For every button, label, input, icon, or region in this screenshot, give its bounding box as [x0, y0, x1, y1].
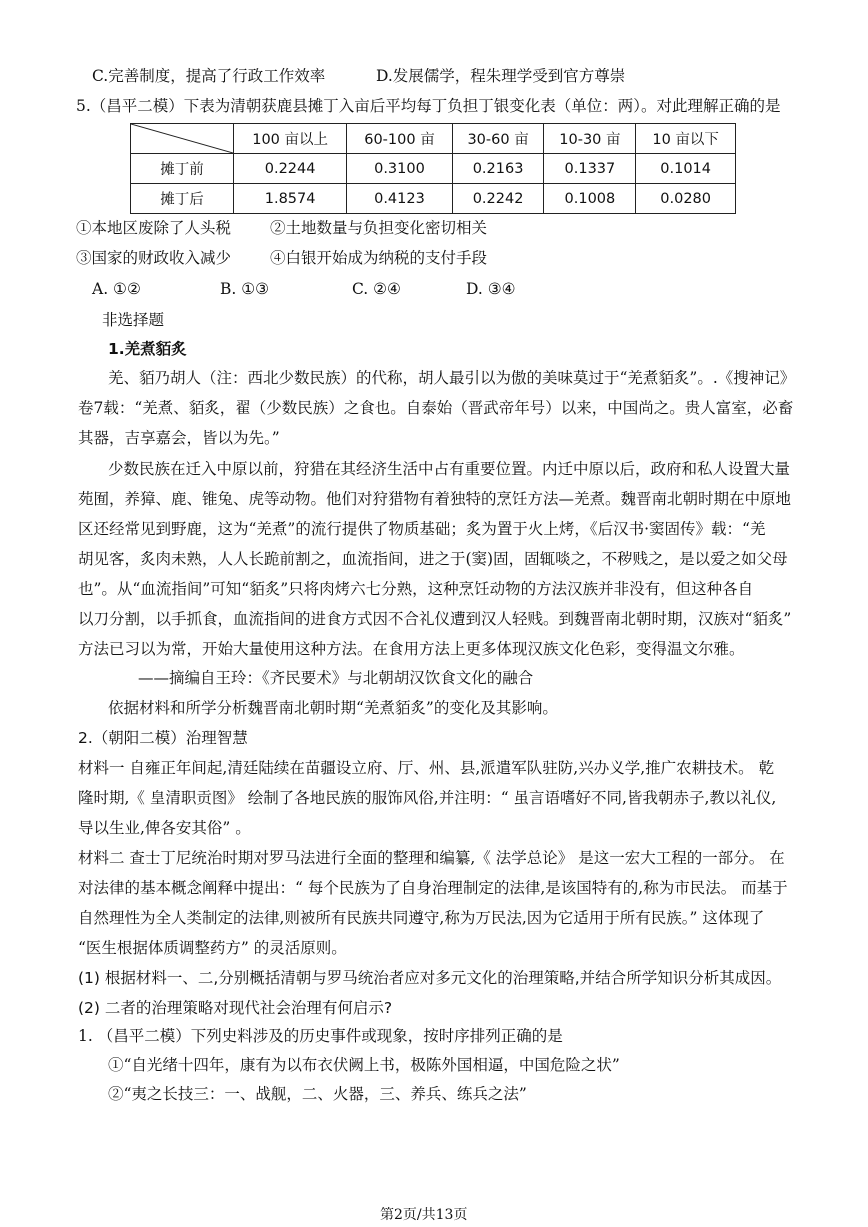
table-header: 10 亩以下: [636, 124, 736, 154]
page-number: 第2页/共13页: [380, 1207, 468, 1223]
table-header: 60-100 亩: [347, 124, 452, 154]
essay2-line: 材料一 自雍正年间起,清廷陆续在苗疆设立府、厅、州、县,派遣军队驻防,兴办义学,推广农耕技术。 乾: [78, 759, 775, 777]
table-row: [131, 184, 736, 214]
essay1-line: 区还经常见到野鹿，这为“羌煮”的流行提供了物质基础；炙为置于火上烤，《后汉书·窦固传》载：“羌: [78, 520, 766, 538]
essay1-line: 少数民族在迁入中原以前，狩猎在其经济生活中占有重要位置。内迁中原以后，政府和私人设置大量: [108, 460, 791, 478]
choice-d: D. ③④: [466, 280, 516, 298]
choice-b: B. ①③: [220, 280, 270, 298]
diagonal-line: [131, 124, 233, 153]
essay2-line: 材料二 查士丁尼统治时期对罗马法进行全面的整理和编纂,《 法学总论》 是这一宏大工程的一部分。 在: [78, 849, 785, 867]
q1-stem: 1. （昌平二模）下列史料涉及的历史事件或现象，按时序排列正确的是: [78, 1027, 563, 1045]
table-header-row: [131, 124, 736, 154]
essay1-line: 羌、貊乃胡人（注：西北少数民族）的代称，胡人最引以为傲的美味莫过于“羌煮貊炙”。.《搜神记》: [108, 369, 796, 387]
essay1-source: ——摘编自王玲：《齐民要术》与北朝胡汉饮食文化的融合: [138, 669, 534, 687]
row-label: 摊丁后: [131, 184, 234, 214]
essay2-question-1: (1) 根据材料一、二,分别概括清朝与罗马统治者应对多元文化的治理策略,并结合所学知识分析其成因。: [78, 969, 782, 987]
prev-option-c: C.完善制度，提高了行政工作效率: [92, 67, 326, 85]
table-header: 100 亩以上: [234, 124, 347, 154]
choice-a: A. ①②: [92, 280, 141, 298]
table-header: 30-60 亩: [452, 124, 544, 154]
q5-table: [130, 123, 736, 214]
essay1-line: 以刀分割，以手抓食，血流指间的进食方式因不合礼仪遭到汉人轻贱。到魏晋南北朝时期，汉族对“貊炙”: [78, 610, 792, 628]
table-cell: 1.8574: [234, 184, 347, 214]
statement-1: ①本地区废除了人头税: [76, 219, 232, 237]
choice-c: C. ②④: [352, 280, 401, 298]
table-cell: 0.1014: [636, 154, 736, 184]
essay2-title: 2.（朝阳二模）治理智慧: [78, 729, 248, 747]
table-header: 10-30 亩: [544, 124, 636, 154]
row-label: 摊丁前: [131, 154, 234, 184]
statement-4: ④白银开始成为纳税的支付手段: [270, 249, 488, 267]
prev-option-d: D.发展儒学，程朱理学受到官方尊崇: [376, 67, 626, 85]
essay1-line: 方法已习以为常，开始大量使用这种方法。在食用方法上更多体现汉族文化色彩，变得温文尔雅。: [78, 640, 745, 658]
diagonal-header-cell: [131, 124, 234, 154]
essay1-line: 胡见客，炙肉未熟，人人长跪前割之，血流指间，进之于(窦)固，固辄啖之，不秽贱之，是以爱之如父母: [78, 550, 788, 568]
table-row: [131, 154, 736, 184]
section-title: 非选择题: [102, 311, 165, 329]
essay2-line: 对法律的基本概念阐释中提出：“ 每个民族为了自身治理制定的法律,是该国特有的,称为市民法。 而基于: [78, 879, 788, 897]
q1-item: ②“夷之长技三：一、战舰，二、火器，三、养兵、练兵之法”: [108, 1085, 527, 1103]
table-cell: 0.2244: [234, 154, 347, 184]
table-cell: 0.0280: [636, 184, 736, 214]
table-cell: 0.4123: [347, 184, 452, 214]
essay2-question-2: (2) 二者的治理策略对现代社会治理有何启示?: [78, 999, 393, 1017]
table-cell: 0.3100: [347, 154, 452, 184]
table-cell: 0.2163: [452, 154, 544, 184]
statement-3: ③国家的财政收入减少: [76, 249, 232, 267]
essay2-line: “医生根据体质调整药方” 的灵活原则。: [78, 939, 347, 957]
table-cell: 0.1008: [544, 184, 636, 214]
essay1-line: 卷7载：“羌煮、貊炙，翟（少数民族）之食也。自泰始（晋武帝年号）以来，中国尚之。贵人富室，必畜: [78, 399, 794, 417]
table-cell: 0.1337: [544, 154, 636, 184]
essay1-line: 其器，吉享嘉会，皆以为先。”: [78, 429, 280, 447]
essay1-line: 也”。从“血流指间”可知“貊炙”只将肉烤六七分熟，这种烹饪动物的方法汉族并非没有，但这种各自: [78, 580, 754, 598]
essay1-question: 依据材料和所学分析魏晋南北朝时期“羌煮貊炙”的变化及其影响。: [108, 699, 558, 717]
statement-2: ②土地数量与负担变化密切相关: [270, 219, 488, 237]
essay2-line: 隆时期,《 皇清职贡图》 绘制了各地民族的服饰风俗,并注明：“ 虽言语嗜好不同,皆我朝赤子,教以礼仪,: [78, 789, 777, 807]
table-cell: 0.2242: [452, 184, 544, 214]
essay1-title: 1.羌煮貊炙: [108, 340, 187, 358]
essay2-line: 自然理性为全人类制定的法律,则被所有民族共同遵守,称为万民法,因为它适用于所有民族。” 这体现了: [78, 909, 765, 927]
essay2-line: 导以生业,俾各安其俗” 。: [78, 819, 251, 837]
q5-stem: 5.（昌平二模）下表为清朝获鹿县摊丁入亩后平均每丁负担丁银变化表（单位：两）。对此理解正确的是: [76, 97, 781, 115]
q1-item: ①“自光绪十四年，康有为以布衣伏阙上书，极陈外国相逼，中国危险之状”: [108, 1056, 620, 1074]
essay1-line: 苑囿，养獐、鹿、锥兔、虎等动物。他们对狩猎物有着独特的烹饪方法—羌煮。魏晋南北朝时期在中原地: [78, 490, 792, 508]
